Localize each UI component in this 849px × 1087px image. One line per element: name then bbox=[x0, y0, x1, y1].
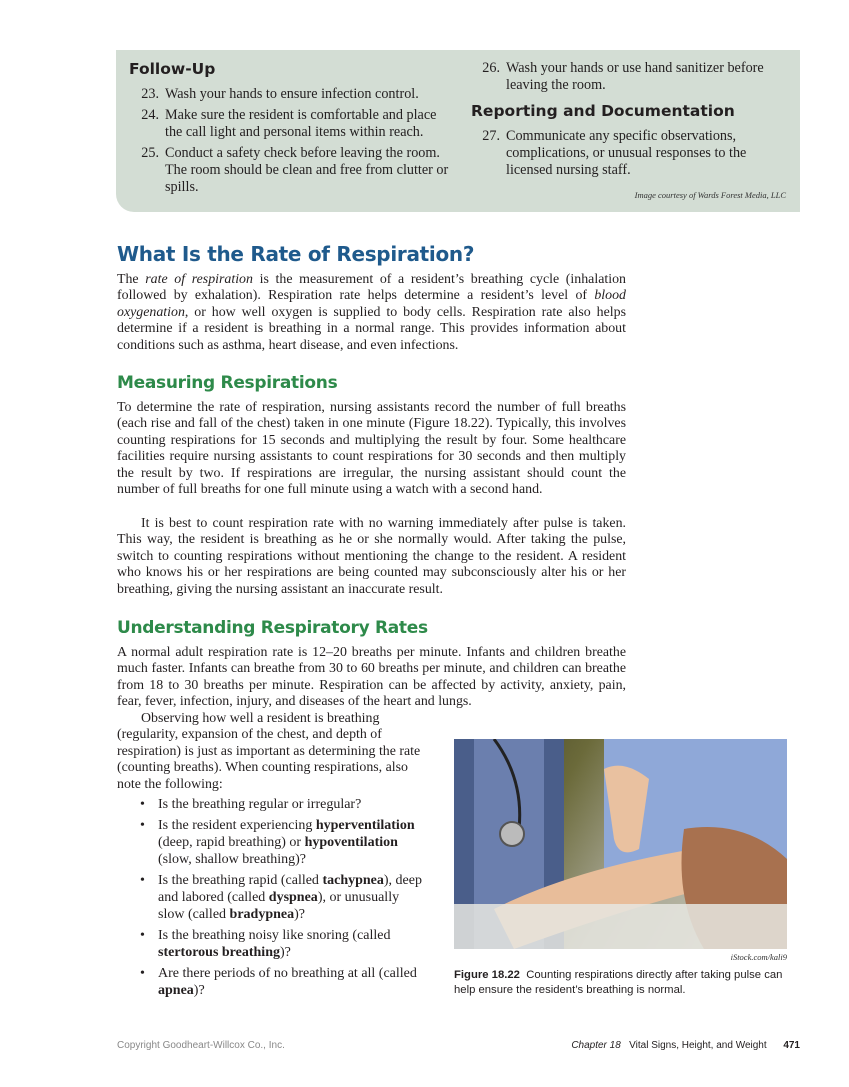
text-segment: Is the resident experiencing bbox=[158, 818, 316, 833]
measuring-heading: Measuring Respirations bbox=[117, 373, 338, 393]
text-segment: )? bbox=[193, 983, 205, 998]
text-segment: Are there periods of no breathing at all (called bbox=[158, 966, 417, 981]
text-segment: Is the breathing rapid (called bbox=[158, 873, 323, 888]
list-item bbox=[117, 927, 422, 961]
measuring-paragraph-2 bbox=[117, 516, 626, 598]
footer-copyright: Copyright Goodheart-Willcox Co., Inc. bbox=[117, 1040, 285, 1051]
list-item bbox=[117, 796, 422, 813]
step-26 bbox=[470, 60, 788, 94]
key-term: tachypnea bbox=[322, 873, 384, 888]
understanding-paragraph-1: A normal adult respiration rate is 12–20 breaths per minute. Infants and children breathe much faster. Infants can breathe from 30 to 60 breaths per minute, and children can breathe from 18 to 30 breaths per minute. Respiration can be affected by activity, anxiety, pain, fear, fever, infection, injury, and diseases of the heart and lungs. bbox=[117, 645, 626, 710]
key-term: hyperventilation bbox=[315, 818, 415, 833]
text-segment: is the measurement of a resident’s breathing cycle (inhalation followed by exhalation). Respiration rate helps determine a resident’s level of bbox=[117, 272, 626, 304]
procedure-box bbox=[116, 50, 800, 212]
understanding-heading: Understanding Respiratory Rates bbox=[117, 618, 428, 638]
text-segment: ), deep and labored (called bbox=[158, 873, 422, 905]
text-segment: )? bbox=[294, 907, 305, 922]
section-heading: What Is the Rate of Respiration? bbox=[117, 242, 475, 266]
figure-caption-text: Counting respirations directly after taking pulse can help ensure the resident’s breathing is normal. bbox=[454, 969, 783, 996]
text-segment: The bbox=[117, 272, 146, 287]
text-segment: , or how well oxygen is supplied to body cells. Respiration rate also helps determine if a resident is breathing in a normal range. This provides information about conditions such as asthma, heart disease, and even infections. bbox=[117, 304, 626, 353]
figure-label: Figure 18.22 bbox=[454, 969, 520, 981]
box-right-column bbox=[470, 60, 788, 183]
bullet-icon: • bbox=[140, 966, 145, 981]
intro-paragraph bbox=[117, 272, 626, 354]
italic-term: rate of respiration bbox=[145, 272, 253, 287]
step-item bbox=[129, 86, 449, 103]
step-item bbox=[129, 107, 449, 141]
step-text: Communicate any specific observations, complications, or unusual responses to the licensed nursing staff. bbox=[506, 128, 747, 178]
footer-chapter-title: Vital Signs, Height, and Weight bbox=[629, 1040, 767, 1051]
footer-chapter-info bbox=[571, 1040, 800, 1051]
list-item-text bbox=[158, 927, 422, 961]
figure-photo bbox=[454, 739, 787, 949]
text-segment: )? bbox=[279, 945, 291, 960]
list-item bbox=[117, 872, 422, 923]
step-number: 26. bbox=[482, 60, 500, 76]
key-term: hypoventilation bbox=[304, 835, 398, 850]
figure-caption bbox=[454, 968, 794, 998]
text-segment: Is the breathing noisy like snoring (called bbox=[158, 928, 391, 943]
step-item bbox=[470, 128, 788, 179]
understanding-paragraph-2 bbox=[117, 711, 422, 793]
list-item-text bbox=[158, 872, 422, 923]
key-term: stertorous breathing bbox=[158, 945, 280, 960]
list-item bbox=[117, 817, 422, 868]
step-text: Conduct a safety check before leaving the room. The room should be clean and free from clutter or spills. bbox=[165, 145, 449, 195]
bullet-icon: • bbox=[140, 818, 145, 833]
key-term: dyspnea bbox=[268, 890, 318, 905]
step-number: 24. bbox=[141, 107, 159, 123]
breathing-checklist bbox=[117, 796, 422, 1003]
bullet-icon: • bbox=[140, 797, 145, 812]
follow-up-steps bbox=[129, 86, 449, 196]
key-term: bradypnea bbox=[229, 907, 295, 922]
measuring-paragraph-1: To determine the rate of respiration, nursing assistants record the number of full breaths (each rise and fall of the chest) taken in one minute (Figure 18.22). Typically, this involves counting respirations for 15 seconds and multiplying the result by four. Some healthcare facilities require nursing assistants to count respirations for 30 seconds and then multiply the result by two. If respirations are irregular, the nursing assistant should count the number of full breaths for one full minute using a watch with a second hand. bbox=[117, 400, 626, 498]
text-segment: (deep, rapid breathing) or bbox=[158, 835, 305, 850]
step-text: Wash your hands or use hand sanitizer before leaving the room. bbox=[506, 60, 764, 93]
follow-up-heading: Follow-Up bbox=[129, 60, 216, 78]
step-number: 23. bbox=[141, 86, 159, 102]
step-27 bbox=[470, 128, 788, 179]
text-segment: (slow, shallow breathing)? bbox=[158, 852, 306, 867]
box-image-credit: Image courtesy of Wards Forest Media, LLC bbox=[634, 190, 786, 200]
list-item-text bbox=[158, 817, 422, 868]
step-text: Make sure the resident is comfortable and place the call light and personal items within reach. bbox=[165, 107, 437, 140]
footer-chapter: Chapter 18 bbox=[571, 1040, 621, 1051]
step-number: 27. bbox=[482, 128, 500, 144]
box-left-column bbox=[129, 60, 449, 200]
photo-illustration bbox=[454, 739, 787, 949]
list-item-text bbox=[158, 796, 361, 813]
step-text: Wash your hands to ensure infection control. bbox=[165, 86, 419, 102]
list-item-text bbox=[158, 965, 422, 999]
italic-term: blood oxygenation bbox=[117, 288, 626, 320]
reporting-heading: Reporting and Documentation bbox=[471, 102, 735, 120]
step-item bbox=[470, 60, 788, 94]
step-item bbox=[129, 145, 449, 196]
step-number: 25. bbox=[141, 145, 159, 161]
list-item bbox=[117, 965, 422, 999]
page-number: 471 bbox=[783, 1040, 800, 1051]
key-term: apnea bbox=[158, 983, 194, 998]
bullet-icon: • bbox=[140, 928, 145, 943]
figure-image-credit: iStock.com/kali9 bbox=[730, 952, 787, 962]
paragraph-text: Observing how well a resident is breathing (regularity, expansion of the chest, and depth of respiration) is just as important as determining the rate (counting breaths). When counting respirations, also note the following: bbox=[117, 711, 421, 792]
bullet-icon: • bbox=[140, 873, 145, 888]
text-segment: Is the breathing regular or irregular? bbox=[158, 797, 362, 812]
paragraph-text: It is best to count respiration rate with no warning immediately after pulse is taken. This way, the resident is breathing as he or she normally would. After taking the pulse, switch to counting respirations without mentioning the change to the resident. A resident who knows his or her respirations are being counted may subconsciously alter his or her breathing, giving the nursing assistant an inaccurate result. bbox=[117, 516, 626, 597]
text-segment: ), or unusually slow (called bbox=[158, 890, 400, 922]
